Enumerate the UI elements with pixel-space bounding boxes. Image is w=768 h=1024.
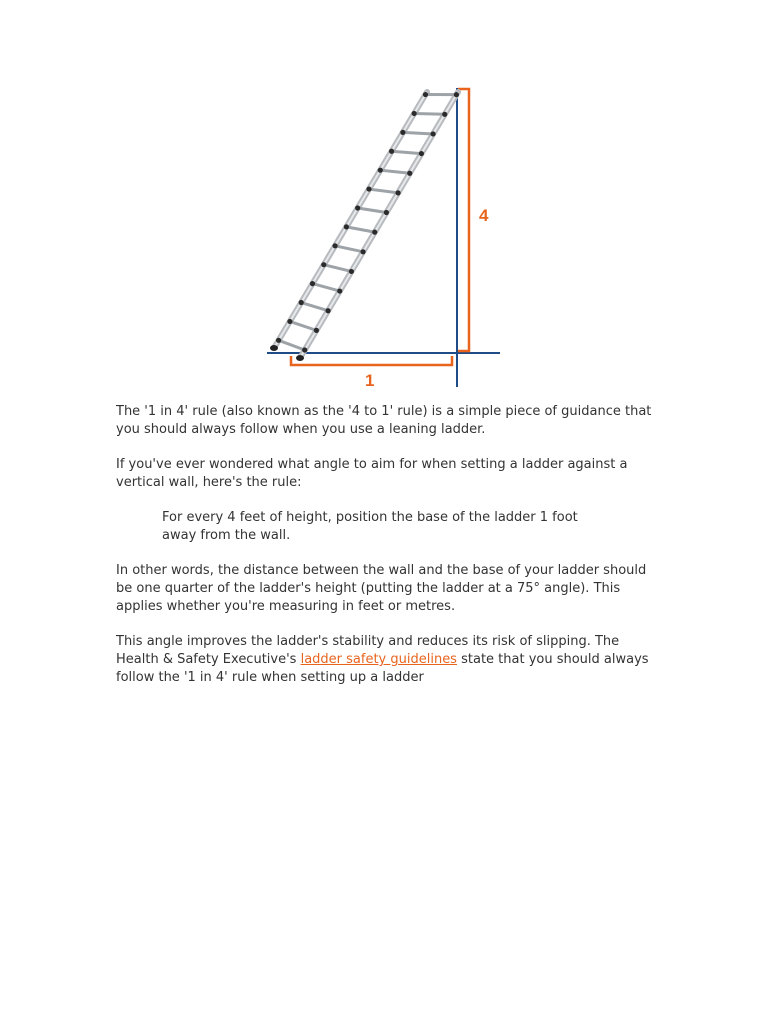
ladder-joint — [384, 210, 389, 215]
ladder-joint — [349, 269, 354, 274]
ladder-rung — [279, 340, 305, 350]
rule-quote: For every 4 feet of height, position the base of the ladder 1 foot away from the wall. — [162, 510, 578, 543]
ladder-joint — [355, 205, 360, 210]
ladder-rung — [403, 132, 433, 134]
ladder-joint — [321, 262, 326, 267]
intro-paragraph: The '1 in 4' rule (also known as the '4 to 1' rule) is a simple piece of guidance that you should always follow when you use a leaning ladder. — [116, 404, 652, 437]
ladder-rung — [301, 303, 328, 311]
ladder-foot — [296, 355, 304, 361]
height-bracket — [458, 89, 469, 351]
ladder-joint — [412, 111, 417, 116]
article-body — [116, 403, 656, 704]
ladder-joint — [325, 308, 330, 313]
ladder-joint — [454, 92, 459, 97]
explanation-paragraph: In other words, the distance between the wall and the base of your ladder should be one quarter of the ladder's height (putting the ladder at a 75° angle). This applies whether you're measuring in feet or metres. — [116, 563, 647, 614]
ladder-rung — [324, 265, 352, 272]
height-label: 4 — [479, 206, 489, 225]
ladder-joint — [332, 243, 337, 248]
base-label: 1 — [365, 371, 375, 390]
ladder-diagram-svg — [255, 80, 515, 395]
ladder-joint — [442, 112, 447, 117]
ladder-joint — [400, 130, 405, 135]
ladder-joint — [287, 319, 292, 324]
ladder-joint — [344, 224, 349, 229]
ladder-joint — [337, 288, 342, 293]
ladder-joint — [310, 281, 315, 286]
ladder-joint — [276, 338, 281, 343]
ladder-rung — [392, 151, 422, 153]
ladder-joint — [419, 151, 424, 156]
ladder-safety-guidelines-link[interactable]: ladder safety guidelines — [300, 652, 457, 667]
ladder-joint — [314, 328, 319, 333]
ladder-diagram — [255, 80, 515, 395]
ladder-joint — [423, 92, 428, 97]
ladder-rung — [414, 113, 445, 114]
ladder-joint — [407, 171, 412, 176]
ladder-joint — [360, 249, 365, 254]
ladder-rung — [290, 321, 317, 330]
ladder-joint — [395, 190, 400, 195]
ladder-joint — [302, 347, 307, 352]
ladder-joint — [299, 300, 304, 305]
ladder-joint — [430, 131, 435, 136]
safety-paragraph — [116, 633, 656, 687]
ladder-illustration — [270, 92, 459, 361]
ladder-rung — [358, 208, 387, 213]
ladder-joint — [389, 149, 394, 154]
base-bracket — [291, 356, 452, 365]
ladder-rung — [312, 284, 339, 291]
ladder-rung — [369, 189, 398, 193]
safety-text-start: This angle improves the ladder's stability and reduces its risk of slipping. The Health & Safety Executive's — [116, 634, 620, 667]
ladder-joint — [372, 230, 377, 235]
ladder-joint — [366, 186, 371, 191]
question-paragraph: If you've ever wondered what angle to aim for when setting a ladder against a vertical wall, here's the rule: — [116, 457, 628, 490]
safety-text-end: state that you should always follow the '1 in 4' rule when setting up a ladder — [116, 652, 649, 685]
ladder-rung — [380, 170, 409, 173]
ladder-rung — [335, 246, 363, 252]
ladder-joint — [378, 168, 383, 173]
ladder-rung — [346, 227, 374, 232]
ladder-foot — [270, 345, 278, 351]
